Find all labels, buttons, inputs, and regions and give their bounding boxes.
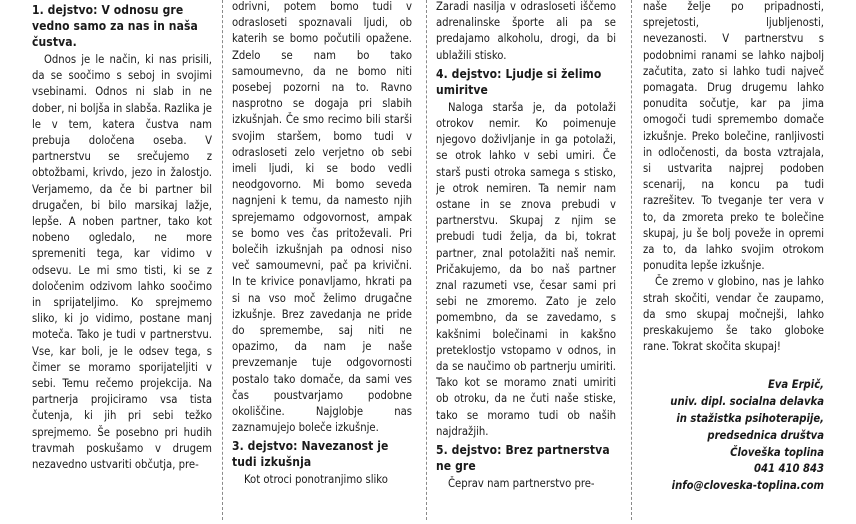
paragraph: naše želje po pripadnosti, sprejetosti, ljubljenosti, nevezanosti. V partnerstvu s podobnimi ranami se lahko najbolj začutita, zato si lahko tudi največ pomagata. Drug drugemu lahko ponudita sočutje, kar pa jima omogoči tudi spremembo domače izkušnje. Preko bolečine, ranljivosti in odločenosti, da bosta vztrajala, si ustvarita najprej podoben scenarij, na koncu pa tudi razrešitev. To tveganje ter vera v to, da zmoreta preko te bolečine skupaj, ju še bolj poveže in opremi za to, da lahko svojim otrokom ponudita lepše izkušnje. (643, 0, 824, 273)
article-column-2 (232, 0, 412, 524)
article-column-3 (436, 0, 616, 524)
paragraph: odrivni, potem bomo tudi v odrasloseti spoznavali ljudi, ob katerih se bomo počutili opažene. Zdelo se nam bo tako samoumevno, da ne bomo niti posebej pozorni na to. Ravno nasprotno se dogaja pri slabih izkušnjah. Če smo recimo bili starši svojim staršem, bomo tudi v odrasloseti zelo verjetno ob sebi imeli ljudi, ki se bodo vedli neodgovorno. Mi bomo seveda nagnjeni k temu, da namesto njih sprejemamo odgovornost, ampak se bomo ves čas pritoževali. Pri bolečih izkušnjah pa odnosi niso več samoumevni, pač pa krivični. In te krivice ponavljamo, hkrati pa si na vso moč želimo drugačne izkušnje. Brez zavedanja ne pride do spremembe, saj niti ne opazimo, da nam je naše prevzemanje tuje odgovornosti postalo tako domače, da sami ves čas poustvarjamo podobne okoliščine. Najglobje nas zaznamujejo boleče izkušnje. (232, 0, 412, 435)
paragraph: Če zremo v globino, nas je lahko strah skočiti, vendar če zaupamo, da smo skupaj močnejši, lahko preskakujemo še tako globoke rane. Tokrat skočita skupaj! (643, 275, 824, 354)
section-heading-4: 4. dejstvo: Ljudje si želimo umiritve (436, 66, 602, 97)
article-column-1 (32, 0, 212, 524)
author-signature (643, 377, 824, 495)
section-heading-5: 5. dejstvo: Brez partnerstva ne gre (436, 443, 610, 474)
email-address: info@cloveska-toplina.com (671, 479, 824, 493)
section-heading-1: 1. dejstvo: V odnosu gre vedno samo za nas in naša čustva. (32, 3, 198, 49)
phone-number: 041 410 843 (753, 462, 824, 476)
organization-name: Človeška toplina (730, 445, 824, 459)
paragraph: Naloga starša je, da potolaži otrokov nemir. Ko poimenuje njegovo doživljanje in ga potolaži, se otrok lahko v sebi umiri. Če starš pusti otroka samega s stisko, je otrok nemiren. Ta nemir nam ostane in se znova prebudi v partnerstvu. Skupaj z njim se prebudi tudi želja, da bi, tokrat partner, znal potolažiti naš nemir. Pričakujemo, da bo naš partner znal razumeti vse, česar sami pri sebi ne zmoremo. Zato je zelo pomembno, da se zavedamo, s kakšnimi bolečinami in kakšno preteklostjo vstopamo v odnos, in da se naučimo ob partnerju umiriti. Tako kot se moramo znati umiriti ob otroku, da ne čuti naše stiske, tako se moramo tudi ob naših najdražjih. (436, 100, 616, 438)
article-column-4 (643, 0, 824, 524)
column-divider (222, 0, 223, 520)
author-name: Eva Erpič, (767, 378, 824, 392)
paragraph: Odnos je le način, ki nas prisili, da se soočimo s seboj in svojimi vsebinami. Odnos ni slab in ne dober, ni boljša in slabša. Razlika je le v tem, katera čustva nam prebuja določena oseba. V partnerstvu se srečujemo z obtožbami, krivdo, jezo in žalostjo. Verjamemo, da če bi partner bil drugačen, bi bilo marsikaj lažje, lepše. A noben partner, tako kot nobeno ogledalo, ne more spremeniti tega, kar vidimo v odsevu. Le mi smo tisti, ki se z določenim odzivom lahko soočimo in sprijateljimo. Ko sprejmemo sliko, ki jo vidimo, postane manj moteča. Tako je tudi v partnerstvu. Vse, kar boli, je le odsev tega, s čimer se moramo sporijateljiti v sebi. Temu rečemo projekcija. Na partnerja projiciramo vsa tista čutenja, ki jih pri sebi težko sprejmemo. Še posebno pri hudih travmah poskušamo v drugem nezavedno ustvariti občutja, pre- (32, 53, 212, 472)
section-heading-3: 3. dejstvo: Navezanost je tudi izkušnja (232, 439, 389, 470)
paragraph: Čeprav nam partnerstvo pre- (448, 477, 595, 491)
column-divider (631, 0, 632, 520)
author-title: in stažistka psihoterapije, (676, 412, 824, 426)
author-title: univ. dipl. socialna delavka (670, 395, 824, 409)
paragraph: Zaradi nasilja v odrasloseti iščemo adrenalinske športe ali pa se predajamo alkoholu, drogi, da bi ublažili stisko. (436, 0, 616, 62)
column-divider (426, 0, 427, 520)
paragraph: Kot otroci ponotranjimo sliko (244, 473, 388, 487)
author-role: predsednica društva (707, 428, 824, 442)
